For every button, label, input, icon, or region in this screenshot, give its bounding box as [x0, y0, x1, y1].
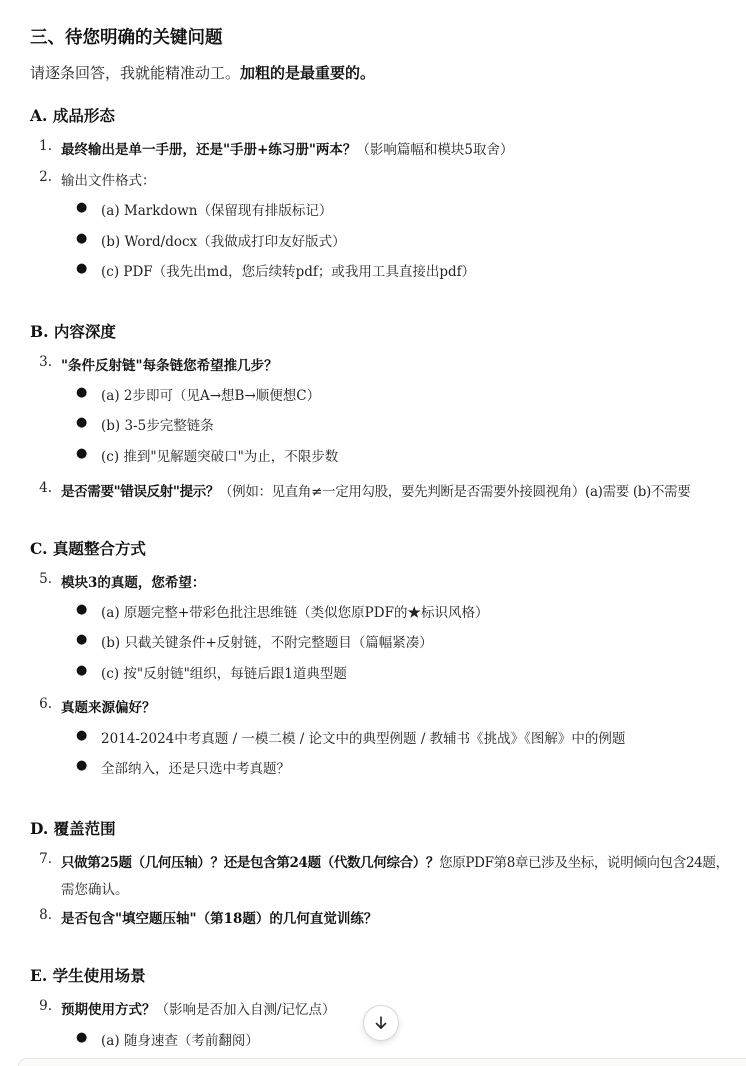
bullet-dot: ● [76, 663, 88, 678]
arrow-down-icon [373, 1015, 389, 1031]
bullet-dot: ● [76, 261, 88, 276]
question-1 [61, 138, 513, 158]
question-9-rest: （影响是否加入自测/记忆点） [155, 1002, 336, 1018]
section-d-title: D. 覆盖范围 [30, 819, 116, 838]
question-7 [61, 851, 729, 871]
bullet-dot: ● [76, 602, 88, 617]
list-number: 1. [39, 138, 52, 154]
question-8-bold: 是否包含"填空题压轴"（第18题）的几何直觉训练？ [61, 911, 378, 927]
scroll-to-bottom-button[interactable] [363, 1005, 399, 1041]
question-3-bold: "条件反射链"每条链您希望推几步？ [61, 358, 278, 374]
option-item: (b) Word/docx（我做成打印友好版式） [101, 234, 346, 250]
intro-text: 请逐条回答，我就能精准动工。 [30, 64, 241, 82]
option-item: (a) 2步即可（见A→想B→顺便想C） [101, 388, 321, 404]
option-item: 全部纳入，还是只选中考真题？ [101, 761, 290, 777]
question-1-bold: 最终输出是单一手册，还是"手册+练习册"两本？ [61, 142, 357, 158]
option-item: (a) 原题完整+带彩色批注思维链（类似您原PDF的★标识风格） [101, 605, 489, 621]
question-7-bold: 只做第25题（几何压轴）？还是包含第24题（代数几何综合）？ [61, 855, 440, 871]
section-a-title: A. 成品形态 [30, 106, 115, 125]
question-4-rest: （例如：见直角≠一定用勾股，要先判断是否需要外接圆视角）(a)需要 (b)不需要 [219, 484, 691, 500]
list-number: 3. [39, 354, 52, 370]
list-number: 2. [39, 169, 52, 185]
bullet-dot: ● [76, 415, 88, 430]
question-9-bold: 预期使用方式？ [61, 1002, 156, 1018]
option-item: (c) 推到"见解题突破口"为止，不限步数 [101, 449, 339, 465]
bullet-dot: ● [76, 1030, 88, 1045]
list-number: 9. [39, 998, 52, 1014]
bullet-dot: ● [76, 231, 88, 246]
section-c-title: C. 真题整合方式 [30, 539, 146, 558]
bullet-dot: ● [76, 632, 88, 647]
question-7-continuation: 需您确认。 [61, 882, 129, 898]
section-heading: 三、待您明确的关键问题 [30, 28, 223, 48]
section-b-title: B. 内容深度 [30, 322, 116, 341]
question-3 [61, 354, 278, 374]
section-e-title: E. 学生使用场景 [30, 966, 146, 985]
question-5 [61, 571, 205, 591]
question-7-rest: 您原PDF第8章已涉及坐标，说明倾向包含24题， [439, 855, 729, 871]
question-6 [61, 696, 156, 716]
question-5-bold: 模块3的真题，您希望： [61, 575, 206, 591]
list-number: 6. [39, 696, 52, 712]
list-number: 7. [39, 851, 52, 867]
option-item: (c) 按"反射链"组织，每链后跟1道典型题 [101, 666, 347, 682]
list-number: 8. [39, 907, 52, 923]
bullet-dot: ● [76, 200, 88, 215]
list-number: 4. [39, 480, 52, 496]
intro-paragraph [30, 62, 375, 83]
question-4 [61, 480, 690, 500]
option-item: 2014-2024中考真题 / 一模二模 / 论文中的典型例题 / 教辅书《挑战》《图解》中的例题 [101, 731, 626, 747]
list-number: 5. [39, 571, 52, 587]
bullet-dot: ● [76, 758, 88, 773]
question-2: 输出文件格式： [61, 173, 156, 189]
bullet-dot: ● [76, 385, 88, 400]
intro-bold-text: 加粗的是最重要的。 [240, 64, 376, 82]
option-item: (a) 随身速查（考前翻阅） [101, 1033, 259, 1049]
question-8 [61, 907, 377, 927]
option-item: (b) 只截关键条件+反射链，不附完整题目（篇幅紧凑） [101, 635, 433, 651]
question-1-rest: （影响篇幅和模块5取舍） [356, 142, 514, 158]
question-4-bold: 是否需要"错误反射"提示？ [61, 484, 220, 500]
option-item: (c) PDF（我先出md，您后续转pdf；或我用工具直接出pdf） [101, 264, 476, 280]
bullet-dot: ● [76, 728, 88, 743]
question-6-bold: 真题来源偏好？ [61, 700, 156, 716]
bullet-dot: ● [76, 446, 88, 461]
question-9 [61, 998, 336, 1018]
option-item: (a) Markdown（保留现有排版标记） [101, 203, 333, 219]
option-item: (b) 3-5步完整链条 [101, 418, 214, 434]
